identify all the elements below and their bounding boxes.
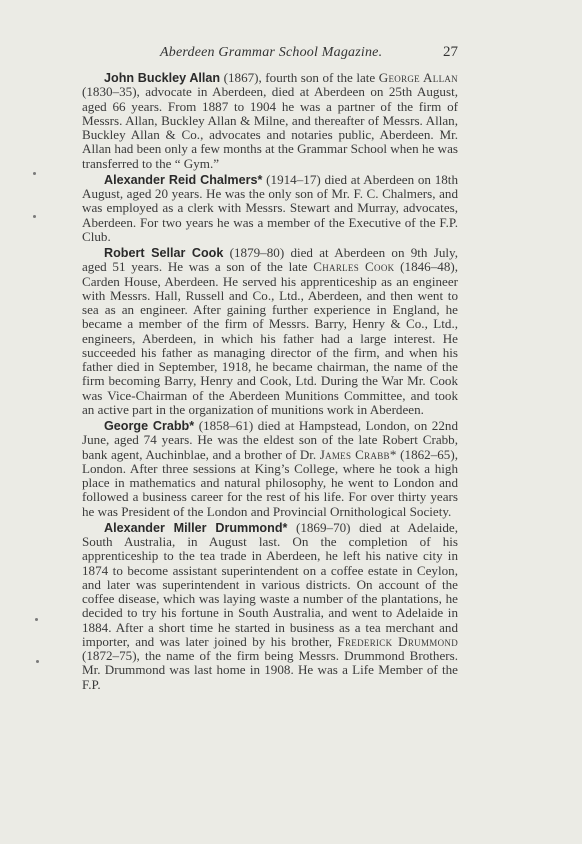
entry-text: (1846–48), Carden House, Aberdeen. He served his apprenticeship as an engineer with Messrs. Hall, Russell and Co., Ltd., Aberdeen, and then went to sea as an engineer. After gaining further experience in England, he became a member of the firm of Messrs. Barry, Henry & Co., Ltd., engineers, Aberdeen, in which his father had a large interest. He succeeded his father as managing director of the firm, and when his father died in September, 1918, he became chairman, the name of the firm becoming Barry, Henry and Cook, Ltd. During the War Mr. Cook was Vice-Chairman of the Aberdeen Munitions Committee, and took an active part in the organization of munitions work in Aberdeen. xyxy=(82,259,458,417)
entry-text: (1867), fourth son of the late xyxy=(220,70,379,85)
entry-name: Alexander Reid Chalmers* xyxy=(104,172,263,187)
entry-text: (1869–70) died at Adelaide, South Australia, in August last. On the completion of his apprenticeship to the tea trade in Aberdeen, he left his native city in 1874 to become assistant superintendent on a coffee estate in Ceylon, and later was superintendent in various districts. On account of the coffee disease, which was laying waste a number of the plantations, he decided to try his fortune in South Australia, and went to Adelaide in 1884. After a short time he started in business as a tea merchant and importer, and was later joined by his brother, xyxy=(82,519,458,649)
entry-name: John Buckley Allan xyxy=(104,71,221,85)
margin-speck xyxy=(33,215,36,218)
obituary-entry xyxy=(82,419,458,519)
obituary-entry xyxy=(82,71,458,171)
entry-text: (1872–75), the name of the firm being Messrs. Drummond Brothers. Mr. Drummond was last home in 1908. He was a Life Member of the F.P. xyxy=(82,648,458,692)
entry-text: (1862–65), London. After three sessions at King’s College, where he took a high place in mathematics and natural philosophy, he went to London and followed a business career for the rest of his life. For over thirty years he was President of the London and Provincial Ornithological Society. xyxy=(82,446,458,519)
running-title: Aberdeen Grammar School Magazine. xyxy=(160,45,383,60)
relative-name: James Crabb* xyxy=(319,446,397,462)
entry-text: (1914–17) died at Aberdeen on 18th August, aged 20 years. He was the only son of Mr. F. C. Chalmers, and was employed as a clerk with Messrs. Stewart and Murray, advocates, Aberdeen. For two years he was a member of the Executive of the F.P. Club. xyxy=(82,171,458,244)
entry-text: (1830–35), advocate in Aberdeen, died at Aberdeen on 25th August, aged 66 years. From 1887 to 1904 he was a partner of the firm of Messrs. Allan, Buckley Allan & Milne, and thereafter of Messrs. Allan, Buckley Allan & Co., advocates and notaries public, Aberdeen. Mr. Allan had been only a few months at the Grammar School when he was transferred to the “ Gym.” xyxy=(82,84,458,171)
margin-speck xyxy=(33,172,36,175)
entry-name: George Crabb* xyxy=(104,419,195,433)
obituary-entry xyxy=(82,246,458,417)
entry-text: (1858–61) died at Hampstead, London, on 22nd June, aged 74 years. He was the eldest son of the late Robert Crabb, bank agent, Auchinblae, and a brother of Dr. xyxy=(82,418,458,462)
page-number: 27 xyxy=(443,44,458,60)
page-header xyxy=(82,45,458,67)
entry-text: (1879–80) died at Aberdeen on 9th July, aged 51 years. He was a son of the late xyxy=(82,245,458,275)
margin-speck xyxy=(36,660,39,663)
margin-speck xyxy=(35,618,38,621)
obituary-column xyxy=(82,71,458,694)
relative-name: Charles Cook xyxy=(313,259,395,275)
entry-name: Robert Sellar Cook xyxy=(104,246,224,260)
relative-name: George Allan xyxy=(378,70,458,85)
entry-name: Alexander Miller Drummond* xyxy=(104,520,288,535)
obituary-entry xyxy=(82,173,458,244)
obituary-entry xyxy=(82,521,458,692)
relative-name: Frederick Drummond xyxy=(337,633,458,649)
